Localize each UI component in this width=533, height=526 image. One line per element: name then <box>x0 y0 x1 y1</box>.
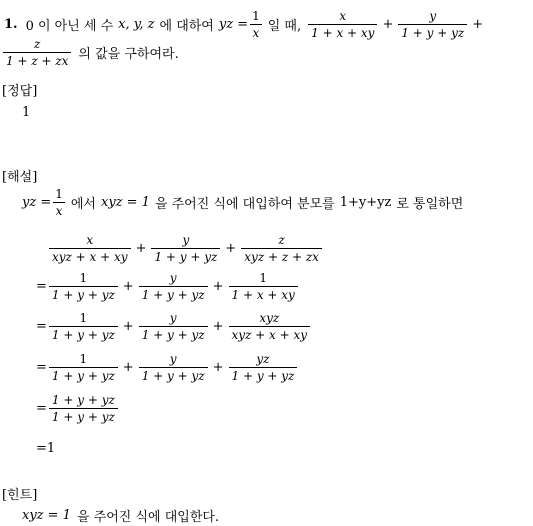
numerator: yz <box>256 351 270 366</box>
solution-condition-fraction: $\frac{1}{x}$ <box>52 187 66 218</box>
fraction <box>49 393 118 424</box>
problem-term-1: x 1 + x + xy <box>308 9 377 40</box>
condition-fraction: $\frac{1}{x}$ <box>249 9 263 40</box>
equals-sign: = <box>36 400 47 416</box>
derivation-line-3 <box>36 306 311 346</box>
denominator: 1 + y + yz <box>139 367 208 383</box>
denominator: 1 + y + yz <box>49 286 118 302</box>
denominator: 1 + y + yz <box>139 286 208 302</box>
answer-value: 1 <box>22 105 31 120</box>
plus-sign: + <box>225 240 237 256</box>
fraction <box>139 311 208 342</box>
plus-sign: + <box>122 278 134 294</box>
hint-line: xyz = 1 을 주어진 식에 대입한다. <box>22 507 220 525</box>
fraction <box>241 233 322 264</box>
plus-sign: + <box>382 16 394 32</box>
numerator: z <box>278 232 285 247</box>
denominator: 1 + y + yz <box>229 367 298 383</box>
numerator: 1 + y + yz <box>51 392 115 407</box>
numerator: y <box>182 232 190 247</box>
fraction <box>151 233 220 264</box>
numerator: y <box>169 310 177 325</box>
numerator: 1 <box>259 270 267 285</box>
problem-line-2 <box>2 32 179 72</box>
fraction <box>139 271 208 302</box>
equals-sign: = <box>36 278 47 294</box>
plus-sign: + <box>212 318 224 334</box>
problem-text-3: 일 때, <box>267 18 302 34</box>
denominator: xyz + z + zx <box>241 248 322 264</box>
plus-sign: + <box>212 359 224 375</box>
numerator: y <box>169 270 177 285</box>
denominator: 1 + y + yz <box>49 326 118 342</box>
denominator: 1 + x + xy <box>229 286 298 302</box>
fraction <box>49 233 131 264</box>
derivation-line-4 <box>36 347 298 387</box>
problem-number: 1. <box>4 16 18 32</box>
answer-label: [정답] <box>2 84 38 99</box>
plus-sign: + <box>212 278 224 294</box>
fraction <box>139 352 208 383</box>
numerator: 1 <box>79 310 88 325</box>
denominator: xyz + x + xy <box>229 326 311 342</box>
plus-sign: + <box>122 359 134 375</box>
numerator: x <box>86 232 94 247</box>
fraction <box>229 271 298 302</box>
denominator: 1 + y + yz <box>139 326 208 342</box>
derivation-line-1 <box>36 228 323 268</box>
denominator: xyz + x + xy <box>49 248 131 264</box>
fraction <box>49 311 118 342</box>
problem-text-4: 의 값을 구하여라. <box>78 46 179 62</box>
plus-sign: + <box>135 240 147 256</box>
denominator: 1 + y + yz <box>151 248 220 264</box>
numerator: y <box>169 351 177 366</box>
final-result: =1 <box>36 441 56 456</box>
hint-label: [힌트] <box>2 488 38 503</box>
equals-sign: = <box>36 318 47 334</box>
problem-term-3: z 1 + z + zx <box>3 37 71 68</box>
equals-sign: = <box>36 359 47 375</box>
solution-label: [해설] <box>2 170 38 185</box>
fraction <box>49 352 118 383</box>
fraction <box>229 352 298 383</box>
fraction <box>49 271 118 302</box>
solution-intro: yz = $\frac{1}{x}$ 에서 xyz = 1 을 주어진 식에 대입하여 분모를 1+y+yz 로 통일하면 <box>22 186 464 218</box>
fraction <box>229 311 311 342</box>
numerator: 1 <box>79 351 88 366</box>
derivation-line-5 <box>36 388 119 428</box>
numerator: xyz <box>259 310 280 325</box>
derivation-line-2 <box>36 266 299 306</box>
problem-term-2: $\frac{y}{1 + y + yz}$ <box>398 9 467 40</box>
problem-text-1: 0 이 아닌 세 수 <box>25 18 114 34</box>
denominator: 1 + y + yz <box>49 367 118 383</box>
problem-vars: x, y, z <box>118 16 155 32</box>
plus-sign: + <box>122 318 134 334</box>
plus-sign: + <box>472 16 484 32</box>
problem-text-2: 에 대하여 <box>159 18 214 34</box>
denominator: 1 + y + yz <box>49 408 118 424</box>
numerator: 1 <box>79 270 88 285</box>
condition-lhs: yz = <box>218 16 249 32</box>
